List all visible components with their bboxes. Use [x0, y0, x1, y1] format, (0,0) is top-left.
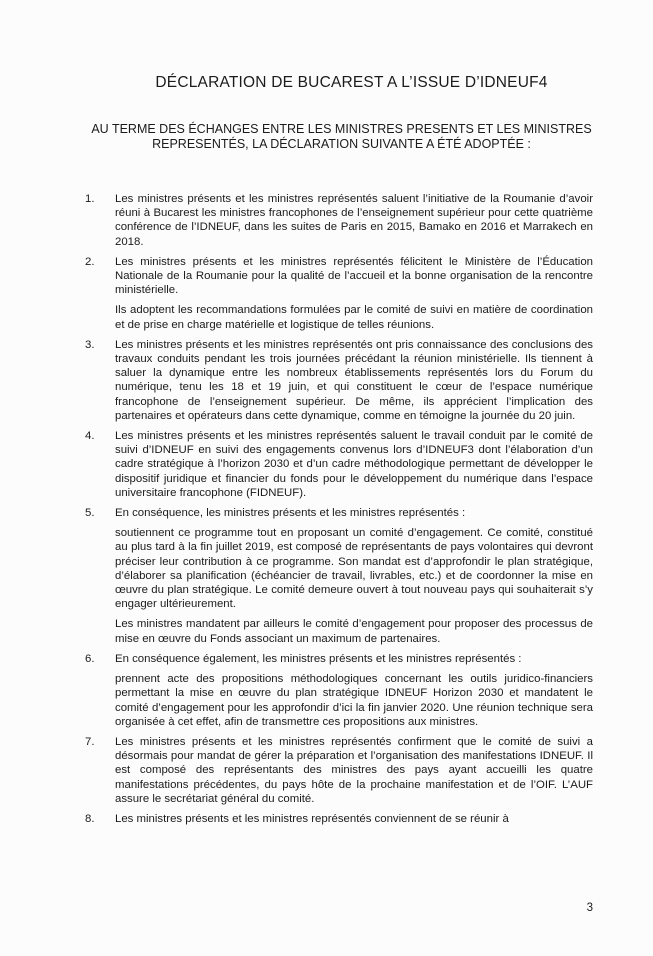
document-title: DÉCLARATION DE BUCAREST A L’ISSUE D’IDNEUF4: [155, 74, 548, 91]
item-paragraph: Les ministres présents et les ministres représentés confirment que le comité de suivi a désormais pour mandat de gérer la préparation et l’organisation des manifestations IDNEUF. Il est composé des représentants des ministres des pays ayant accueilli les quatre manifestations précédentes, du pays hôte de la prochaine manifestation et de l’OIF. L’AUF assure le secrétariat général du comité.: [115, 735, 593, 805]
item-paragraph: Les ministres présents et les ministres représentés saluent l’initiative de la Roumanie d’avoir réuni à Bucarest les ministres francophones de l’enseignement supérieur pour cette quatrième conférence de l’IDNEUF, dans les suites de Paris en 2015, Bamako en 2016 et Marrakech en 2018.: [115, 193, 593, 248]
declaration-item: [85, 255, 593, 332]
item-paragraph: soutiennent ce programme tout en proposant un comité d’engagement. Ce comité, constitué au plus tard à la fin juillet 2019, est composé de représentants de pays volontaires qui devront préciser leur contribution à ce programme. Son mandat est d’approfondir le plan stratégique, d’élaborer sa planification (échéancier de travail, livrables, etc.) et de coordonner la mise en œuvre du plan stratégique. Le comité demeure ouvert à tout nouveau pays qui souhaiterait s’y engager ultérieurement.: [115, 527, 593, 611]
document-subtitle: [80, 122, 603, 152]
item-paragraph: prennent acte des propositions méthodologiques concernant les outils juridico-financiers permettant la mise en œuvre du plan stratégique IDNEUF Horizon 2030 et mandatent le comité d’engagement pour les approfondir d’ici la fin janvier 2020. Une réunion technique sera organisée à cet effet, afin de transmettre ces propositions aux ministres.: [115, 673, 593, 728]
item-paragraph: Les ministres mandatent par ailleurs le comité d’engagement pour proposer des processus de mise en œuvre du Fonds associant un maximum de partenaires.: [115, 618, 593, 645]
subtitle-line-2: REPRESENTÉS, LA DÉCLARATION SUIVANTE A ÉTÉ ADOPTÉE :: [152, 137, 531, 151]
item-paragraph: En conséquence, les ministres présents et les ministres représentés :: [115, 507, 466, 520]
declaration-item: [85, 735, 593, 806]
item-number: 4.: [85, 430, 95, 443]
item-number: 6.: [85, 652, 95, 665]
subtitle-line-1: AU TERME DES ÉCHANGES ENTRE LES MINISTRES PRESENTS ET LES MINISTRES: [91, 122, 592, 136]
item-number: 5.: [85, 507, 95, 520]
item-paragraph: Ils adoptent les recommandations formulées par le comité de suivi en matière de coordination et de prise en charge matérielle et logistique de telles réunions.: [115, 304, 593, 331]
item-number: 1.: [85, 193, 95, 205]
item-paragraph: Les ministres présents et les ministres représentés félicitent le Ministère de l’Éducation Nationale de la Roumanie pour la qualité de l’accueil et la bonne organisation de la rencontre ministérielle.: [115, 255, 593, 297]
declaration-list: [85, 192, 593, 826]
declaration-item: [85, 506, 593, 646]
item-paragraph: Les ministres présents et les ministres représentés conviennent de se réunir à: [115, 812, 509, 825]
item-number: 2.: [85, 255, 95, 268]
declaration-item: [85, 812, 593, 826]
item-number: 3.: [85, 338, 95, 351]
item-paragraph: Les ministres présents et les ministres représentés ont pris connaissance des conclusions des travaux conduits pendant les trois journées précédant la réunion ministérielle. Ils tiennent à saluer la dynamique entre les nombreux établissements représentés lors du Forum du numérique, tenu les 18 et 19 juin, et qui constituent le cœur de l’espace numérique francophone de l’enseignement supérieur. De même, ils apprécient l’implication des partenaires et opérateurs dans cette dynamique, comme en témoigne la journée du 20 juin.: [115, 338, 593, 422]
declaration-item: [85, 192, 593, 249]
declaration-item: [85, 429, 593, 500]
item-paragraph: Les ministres présents et les ministres représentés saluent le travail conduit par le comité de suivi d’IDNEUF en suivi des engagements convenus lors d’IDNEUF3 dont l’élaboration d’un cadre stratégique à l’horizon 2030 et d’un cadre méthodologique permettant de développer le dispositif juridique et financier du fonds pour le développement du numérique dans l’espace universitaire francophone (FIDNEUF).: [115, 430, 593, 499]
declaration-item: [85, 338, 593, 423]
declaration-item: [85, 652, 593, 729]
item-paragraph: En conséquence également, les ministres présents et les ministres représentés :: [115, 652, 522, 665]
item-number: 8.: [85, 812, 95, 825]
page-number: 3: [586, 902, 593, 914]
item-number: 7.: [85, 735, 95, 748]
